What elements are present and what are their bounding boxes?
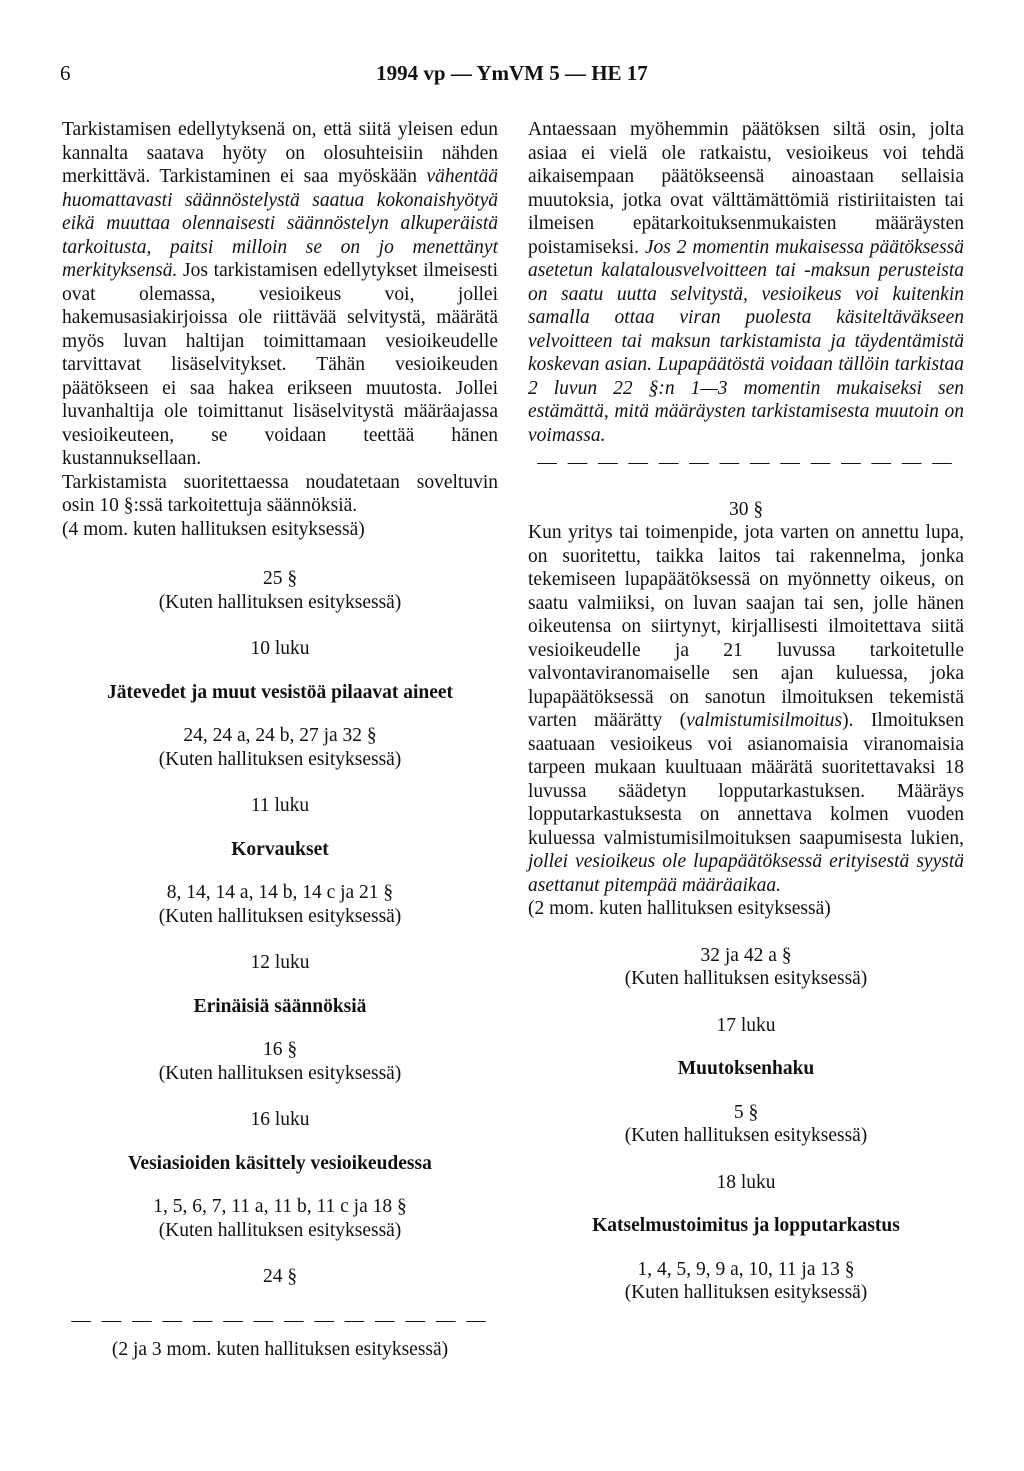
chapter-11-title: Korvaukset [231,838,329,860]
right-p2-text-a: Kun yritys tai toimenpide, jota varten on annettu lupa, on suoritettu, taikka laitos tai rakennelma, jonka tekemiseen lupapäätöksessä on myönnetty oikeus, on saatu valmiiksi, on luvan saajan tai sen, jolle hänen oikeutensa on siirtynyt, kirjallisesti ilmoitettava siitä vesioikeudelle ja 21 luvussa tarkoitetulle valvontaviranomaiselle sen ajan kuluessa, joka lupapäätöksessä on sanotun ilmoituksen tekemistä varten määrätty ( [528,522,964,731]
left-p1-text-c: Jos tarkistamisen edellytykset ilmeisesti ovat olemassa, vesioikeus voi, jollei hakemusasiakirjoissa ole riittävää selvitystä, määrätä myös luvan haltijan toimittamaan vesioikeudelle tarvittavat lisäselvitykset. Tähän vesioikeuden päätökseen ei saa hakea erikseen muutosta. Jollei luvanhaltija ole toimittanut lisäselvitystä määräajassa vesioikeuteen, se voidaan teettää hänen kustannuksellaan. [62,260,498,469]
sections-1-4-list: 1, 4, 5, 9, 9 a, 10, 11 ja 13 § [637,1258,855,1280]
right-paragraph-2 [528,521,964,897]
chapter-16: 16 luku [250,1109,310,1130]
right-column [528,118,964,1305]
section-30: 30 § [728,498,764,520]
running-head: 1994 vp — YmVM 5 — HE 17 [376,61,648,85]
chapter-10: 10 luku [250,638,310,659]
left-paragraph-3: (4 mom. kuten hallituksen esityksessä) [62,518,365,540]
chapter-17-title: Muutoksenhaku [677,1058,815,1079]
omission-dashes-right: — — — — — — — — — — — — — — [537,452,955,473]
chapter-11: 11 luku [250,795,310,816]
right-p2-italic-b: valmistumisilmoitus [686,710,843,731]
left-paragraph-1 [62,118,498,471]
section-5: 5 § [733,1101,759,1123]
right-p1-text-a: Antaessaan myöhemmin päätöksen siltä osin, jolta asiaa ei vielä ole ratkaistu, vesioikeus voi tehdä aikaisempaan päätökseensä ainoastaan sellaisia muutoksia, jotka ovat välttämättömiä ristiriitaisten tai ilmeisen epätarkoituksenmukaisten määräysten poistamiseksi. [528,119,964,258]
chapter-18-title: Katselmustoimitus ja lopputarkastus [592,1215,900,1236]
right-paragraph-3: (2 mom. kuten hallituksen esityksessä) [528,898,831,919]
left-paragraph-2: Tarkistamista suoritettaessa noudatetaan soveltuvin osin 10 §:ssä tarkoitettuja säännöksiä. [62,471,498,516]
section-16-note: (Kuten hallituksen esityksessä) [158,1062,402,1084]
right-paragraph-1 [528,118,964,447]
right-p1-italic: Jos 2 momentin mukaisessa päätöksessä asetetun kalatalousvelvoitteen tai -maksun perusteista on saatu uutta selvitystä, vesioikeus voi kuitenkin samalla ottaa viran puolesta käsiteltäväkseen velvoitteen tai maksun tarkistamista ja täydentämistä koskevan asian. Lupapäätöstä voidaan tällöin tarkistaa 2 luvun 22 §:n 1—3 momentin mukaiseksi sen estämättä, mitä määräysten tarkistamisesta muutoin on voimassa. [528,236,964,446]
sections-24-list-note: (Kuten hallituksen esityksessä) [158,748,402,770]
left-p1-text-a: Tarkistamisen edellytyksenä on, että siitä yleisen edun kannalta saatava hyöty on olosuhteisiin nähden merkittävä. Tarkistaminen ei saa myöskään [62,119,498,187]
left-column [62,118,498,1362]
section-25: 25 § [262,568,298,589]
sections-24-list: 24, 24 a, 24 b, 27 ja 32 § [183,725,377,746]
chapter-12-title: Erinäisiä säännöksiä [193,995,367,1017]
sections-32-42a-note: (Kuten hallituksen esityksessä) [624,968,868,989]
sections-1-4-list-note: (Kuten hallituksen esityksessä) [624,1282,868,1303]
section-5-note: (Kuten hallituksen esityksessä) [624,1125,868,1146]
sections-1-list-note: (Kuten hallituksen esityksessä) [158,1219,402,1241]
sections-1-list: 1, 5, 6, 7, 11 a, 11 b, 11 c ja 18 § [153,1196,407,1217]
page-number: 6 [60,61,71,85]
chapter-16-title: Vesiasioiden käsittely vesioikeudessa [128,1152,432,1174]
left-p1-italic: vähentää huomattavasti säännöstelystä saatua kokonaishyötyä eikä muuttaa olennaisesti säännöstelyn alkuperäistä tarkoitusta, paitsi milloin se on jo menettänyt merkityksensä. [62,166,498,281]
sections-8-list: 8, 14, 14 a, 14 b, 14 c ja 21 § [166,882,394,903]
sections-8-list-note: (Kuten hallituksen esityksessä) [158,905,402,927]
sections-32-42a: 32 ja 42 a § [700,944,792,966]
chapter-10-title: Jätevedet ja muut vesistöä pilaavat aineet [106,681,454,703]
omission-dashes-left: — — — — — — — — — — — — — — [71,1309,489,1331]
section-16: 16 § [262,1039,298,1060]
right-p2-text-c: ). Ilmoituksen saatuaan vesioikeus voi asianomaisia viranomaisia tarpeen mukaan kuultuaan määrätä suoritettavaksi 18 luvussa säädetyn lopputarkastuksen. Määräys lopputarkastuksesta on annettava kolmen vuoden kuluessa valmistumisilmoituksen saapumisesta lukien, [528,710,964,849]
section-24-note: (2 ja 3 mom. kuten hallituksen esityksessä) [111,1339,449,1360]
section-24: 24 § [262,1266,298,1287]
chapter-12: 12 luku [250,952,310,973]
chapter-17: 17 luku [716,1014,776,1036]
right-p2-italic-d: jollei vesioikeus ole lupapäätöksessä erityisestä syystä asettanut pitempää määräaikaa. [528,851,964,896]
chapter-18: 18 luku [716,1171,776,1193]
section-25-note: (Kuten hallituksen esityksessä) [158,591,402,613]
